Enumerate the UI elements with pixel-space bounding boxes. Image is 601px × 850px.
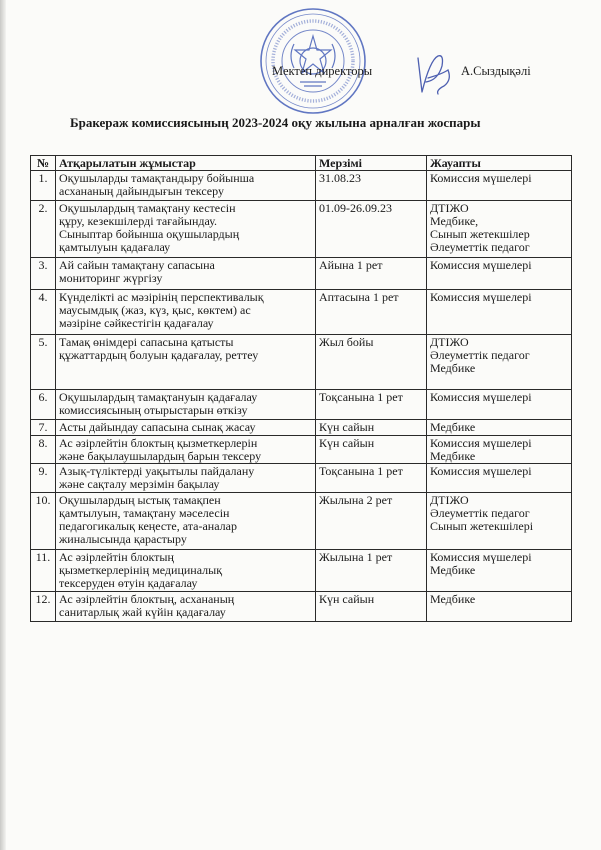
activity-text-line: комиссиясының отырыстарын өткізу bbox=[59, 403, 248, 417]
responsible-text-line: Сынып жетекшілер bbox=[430, 227, 530, 241]
responsible-text-line: Әлеуметтік педагог bbox=[430, 506, 530, 520]
activity-cell bbox=[56, 464, 316, 493]
activity-text-line: қамтылуын, тамақтану мәселесін bbox=[59, 506, 230, 520]
responsible-cell bbox=[427, 258, 572, 290]
activity-text-line: педагогикалық кеңесте, ата-аналар bbox=[59, 519, 237, 533]
deadline-cell: 01.09-26.09.23 bbox=[316, 201, 427, 258]
activity-text-line: Сыныптар бойынша оқушылардың bbox=[59, 227, 240, 241]
responsible-cell bbox=[427, 464, 572, 493]
activity-text-line: және бақылаушылардың барын тексеру bbox=[59, 449, 262, 463]
responsible-text-line: Медбике bbox=[430, 449, 476, 463]
activity-text-line: Азық-түліктерді уақытылы пайдалану bbox=[59, 464, 255, 478]
plan-table bbox=[30, 155, 572, 622]
activity-text-line: Ас әзірлейтін блоктың bbox=[59, 550, 174, 564]
row-number: 9. bbox=[31, 464, 56, 493]
activity-text-line: санитарлық жай күйін қадағалау bbox=[59, 605, 226, 619]
responsible-text-line: Комиссия мүшелері bbox=[430, 390, 532, 404]
responsible-cell bbox=[427, 201, 572, 258]
official-seal-stamp bbox=[258, 6, 368, 116]
activity-text-line: құру, кезекшілерді тағайындау. bbox=[59, 214, 218, 228]
activity-text-line: және сақталу мерзімін бақылау bbox=[59, 477, 220, 491]
activity-text-line: маусымдық (жаз, күз, қыс, көктем) ас bbox=[59, 303, 251, 317]
row-number: 10. bbox=[31, 493, 56, 550]
table-row bbox=[31, 258, 572, 290]
responsible-text-line: ДТІЖО bbox=[430, 493, 469, 507]
activity-text-line: Асты дайындау сапасына сынақ жасау bbox=[59, 420, 256, 434]
director-name: А.Сыздықәлі bbox=[461, 64, 531, 78]
table-row bbox=[31, 436, 572, 464]
header-activity: Атқарылатын жұмыстар bbox=[56, 156, 316, 171]
table-row bbox=[31, 201, 572, 258]
activity-text-line: Ай сайын тамақтану сапасына bbox=[59, 258, 215, 272]
deadline-cell: Жылына 1 рет bbox=[316, 550, 427, 592]
deadline-cell: Жылына 2 рет bbox=[316, 493, 427, 550]
table-header-row bbox=[31, 156, 572, 171]
activity-cell bbox=[56, 493, 316, 550]
responsible-text-line: Комиссия мүшелері bbox=[430, 436, 532, 450]
activity-cell bbox=[56, 550, 316, 592]
activity-text-line: қамтылуын қадағалау bbox=[59, 240, 171, 254]
deadline-cell: Күн сайын bbox=[316, 420, 427, 436]
deadline-cell: Тоқсанына 1 рет bbox=[316, 464, 427, 493]
responsible-text-line: Комиссия мүшелері bbox=[430, 290, 532, 304]
responsible-cell bbox=[427, 335, 572, 390]
row-number: 8. bbox=[31, 436, 56, 464]
activity-cell bbox=[56, 436, 316, 464]
activity-cell bbox=[56, 592, 316, 622]
activity-text-line: Ас әзірлейтін блоктың, асхананың bbox=[59, 592, 235, 606]
deadline-cell: Айына 1 рет bbox=[316, 258, 427, 290]
activity-cell bbox=[56, 390, 316, 420]
responsible-text-line: Әлеуметтік педагог bbox=[430, 240, 530, 254]
deadline-cell: Тоқсанына 1 рет bbox=[316, 390, 427, 420]
row-number: 4. bbox=[31, 290, 56, 335]
header-responsible: Жауапты bbox=[427, 156, 572, 171]
responsible-text-line: ДТІЖО bbox=[430, 201, 469, 215]
activity-text-line: құжаттардың болуын қадағалау, реттеу bbox=[59, 348, 259, 362]
deadline-cell: Аптасына 1 рет bbox=[316, 290, 427, 335]
activity-text-line: мониторинг жүргізу bbox=[59, 271, 163, 285]
responsible-text-line: Медбике bbox=[430, 563, 476, 577]
activity-text-line: Ас әзірлейтін блоктың қызметкерлерін bbox=[59, 436, 258, 450]
row-number: 5. bbox=[31, 335, 56, 390]
activity-text-line: тексеруден өтуін қадағалау bbox=[59, 576, 198, 590]
activity-text-line: қызметкерлерінің медициналық bbox=[59, 563, 223, 577]
activity-text-line: Тамақ өнімдері сапасына қатысты bbox=[59, 335, 234, 349]
responsible-text-line: Комиссия мүшелері bbox=[430, 258, 532, 272]
document-title: Бракераж комиссиясының 2023-2024 оқу жылына арналған жоспары bbox=[70, 115, 481, 130]
activity-text-line: мәзіріне сәйкестігін қадағалау bbox=[59, 316, 214, 330]
director-signature bbox=[408, 50, 458, 98]
activity-text-line: Күнделікті ас мәзірінің перспективалық bbox=[59, 290, 264, 304]
table-row bbox=[31, 420, 572, 436]
responsible-cell bbox=[427, 550, 572, 592]
activity-text-line: асхананың дайындығын тексеру bbox=[59, 184, 224, 198]
responsible-cell bbox=[427, 390, 572, 420]
activity-cell bbox=[56, 171, 316, 201]
responsible-text-line: Медбике bbox=[430, 592, 476, 606]
activity-cell bbox=[56, 290, 316, 335]
deadline-cell: 31.08.23 bbox=[316, 171, 427, 201]
responsible-cell bbox=[427, 420, 572, 436]
table-row bbox=[31, 493, 572, 550]
table-body bbox=[31, 171, 572, 622]
scan-edge bbox=[0, 0, 6, 850]
deadline-cell: Жыл бойы bbox=[316, 335, 427, 390]
deadline-cell: Күн сайын bbox=[316, 436, 427, 464]
table-row bbox=[31, 171, 572, 201]
activity-text-line: Оқушыларды тамақтандыру бойынша bbox=[59, 171, 255, 185]
responsible-cell bbox=[427, 436, 572, 464]
responsible-text-line: Медбике bbox=[430, 361, 476, 375]
table-row bbox=[31, 464, 572, 493]
table-row bbox=[31, 290, 572, 335]
header-number: № bbox=[31, 156, 56, 171]
responsible-text-line: Сынып жетекшілері bbox=[430, 519, 534, 533]
activity-text-line: жиналысында қарастыру bbox=[59, 532, 187, 546]
row-number: 6. bbox=[31, 390, 56, 420]
row-number: 2. bbox=[31, 201, 56, 258]
activity-cell bbox=[56, 258, 316, 290]
responsible-cell bbox=[427, 493, 572, 550]
responsible-cell bbox=[427, 290, 572, 335]
activity-cell bbox=[56, 335, 316, 390]
row-number: 12. bbox=[31, 592, 56, 622]
row-number: 11. bbox=[31, 550, 56, 592]
responsible-text-line: Комиссия мүшелері bbox=[430, 550, 532, 564]
activity-text-line: Оқушылардың тамақтану кестесін bbox=[59, 201, 236, 215]
responsible-cell bbox=[427, 171, 572, 201]
activity-text-line: Оқушылардың ыстық тамақпен bbox=[59, 493, 221, 507]
header-deadline: Мерзімі bbox=[316, 156, 427, 171]
activity-cell bbox=[56, 420, 316, 436]
table-row bbox=[31, 592, 572, 622]
activity-text-line: Оқушылардың тамақтануын қадағалау bbox=[59, 390, 258, 404]
responsible-text-line: Медбике, bbox=[430, 214, 479, 228]
row-number: 7. bbox=[31, 420, 56, 436]
table-row bbox=[31, 390, 572, 420]
responsible-cell bbox=[427, 592, 572, 622]
responsible-text-line: ДТІЖО bbox=[430, 335, 469, 349]
row-number: 1. bbox=[31, 171, 56, 201]
table-row bbox=[31, 335, 572, 390]
responsible-text-line: Комиссия мүшелері bbox=[430, 464, 532, 478]
responsible-text-line: Комиссия мүшелері bbox=[430, 171, 532, 185]
director-role: Мектеп директоры bbox=[272, 64, 373, 78]
deadline-cell: Күн сайын bbox=[316, 592, 427, 622]
responsible-text-line: Әлеуметтік педагог bbox=[430, 348, 530, 362]
row-number: 3. bbox=[31, 258, 56, 290]
table-row bbox=[31, 550, 572, 592]
responsible-text-line: Медбике bbox=[430, 420, 476, 434]
activity-cell bbox=[56, 201, 316, 258]
